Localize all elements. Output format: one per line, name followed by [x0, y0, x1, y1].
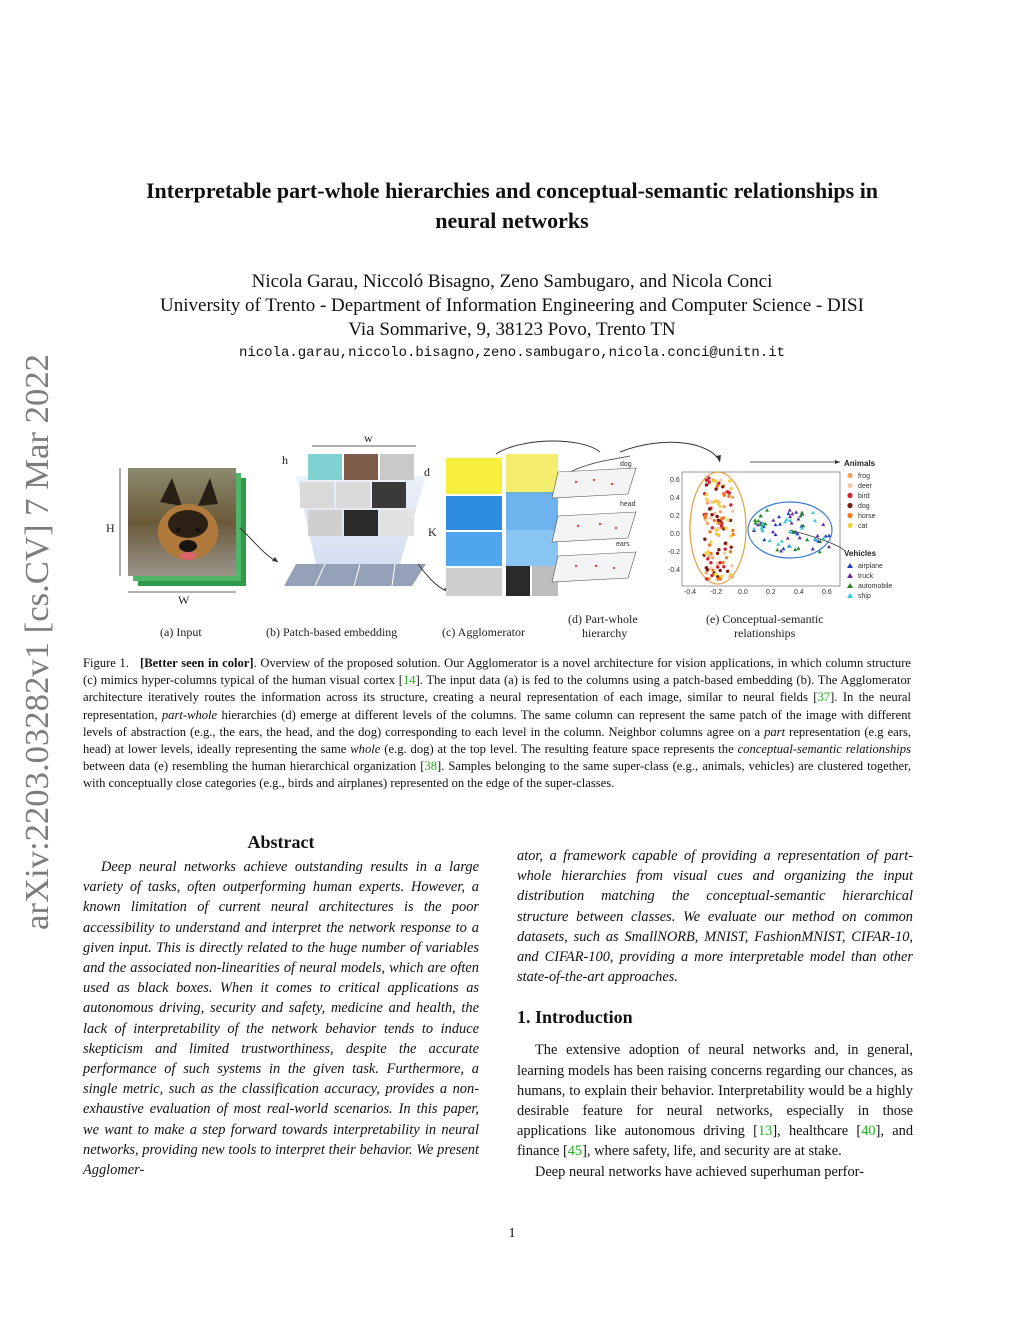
affiliation: University of Trento - Department of Information Engineering and Computer Science - DISI — [160, 295, 864, 316]
dim-label-h: h — [282, 453, 288, 467]
dim-label-d: d — [424, 465, 430, 479]
sublabel-b: (b) Patch-based embedding — [266, 625, 398, 639]
sublabel-d-line1: (d) Part-whole — [568, 612, 638, 626]
legend-marker — [847, 573, 853, 578]
legend-marker — [847, 493, 852, 498]
intro-paragraph-1 — [517, 1040, 913, 1161]
scatter-point-dog — [729, 545, 732, 548]
legend-label-bird: bird — [858, 493, 870, 500]
scatter-point-cat — [705, 493, 708, 496]
legend-animals-title: Animals — [844, 459, 876, 468]
title-line-1: Interpretable part-whole hierarchies and conceptual-semantic relationships in — [145, 178, 879, 203]
address: Via Sommarive, 9, 38123 Povo, Trento TN — [348, 319, 676, 340]
intro-text: ], where safety, life, and security are at stake. — [582, 1143, 842, 1160]
page-number: 1 — [508, 1226, 516, 1241]
scatter-point-horse — [731, 529, 734, 532]
caption-text: . Overview of the proposed solution. Our Agglomerator is a novel architecture for vision applications, in which column structure (c) mimics hyper-columns typical of the human visual cortex [ — [83, 656, 911, 688]
legend-marker — [847, 523, 852, 528]
scatter-point-dog — [710, 513, 713, 516]
input-image-panel — [106, 468, 246, 607]
dim-label-K: K — [428, 525, 437, 539]
legend-label-frog: frog — [858, 473, 871, 480]
sublabel-c: (c) Agglomerator — [442, 625, 525, 639]
scatter-point-bird — [707, 476, 710, 479]
scatter-point-cat — [728, 479, 731, 482]
caption-italic: part-whole — [161, 707, 218, 722]
scatter-point-horse — [711, 569, 714, 572]
scatter-point-bird — [724, 547, 727, 550]
citation-link[interactable]: 40 — [861, 1123, 876, 1140]
part-label-ears: ears — [616, 541, 630, 548]
scatter-point-dog — [703, 538, 706, 541]
scatter-point-cat — [724, 526, 727, 529]
scatter-point-bird — [718, 561, 721, 564]
tick-y-1: 0.4 — [670, 495, 680, 502]
citation-link[interactable]: 37 — [817, 690, 831, 705]
right-column — [517, 846, 913, 1182]
legend-marker — [847, 563, 853, 568]
arxiv-stamp-text: arXiv:2203.03282v1 [cs.CV] 7 Mar 2022 — [19, 365, 56, 930]
scatter-point-horse — [703, 516, 706, 519]
tick-y-3: 0.0 — [670, 531, 680, 538]
scatter-point-frog — [719, 510, 722, 513]
scatter-point-frog — [722, 505, 725, 508]
scatter-point-deer — [730, 564, 733, 567]
scatter-point-cat — [705, 498, 708, 501]
scatter-point-horse — [729, 550, 732, 553]
scatter-point-dog — [708, 507, 711, 510]
scatter-point-cat — [729, 487, 732, 490]
tick-x-2: 0.0 — [738, 589, 748, 596]
patch-embedding-panel — [282, 432, 430, 586]
scatter-point-bird — [716, 565, 719, 568]
scatter-legend — [844, 459, 892, 600]
intro-paragraph-2: Deep neural networks have achieved superhuman perfor- — [535, 1163, 864, 1180]
abstract-text: Deep neural networks achieve outstanding results in a large variety of tasks, often outperforming human experts. However, a known limitation of current neural architectures is the poor accessibility to understand and interpret the network response to a given input. This is directly related to the huge number of variables and the associated non-linearities of neural models, which are often used as black boxes. When it comes to critical applications as autonomous driving, security and safety, medicine and health, the lack of interpretability of the network behavior tends to induce skepticism and limited trustworthiness, despite the accurate performance of such systems in the given task. Furthermore, a single metric, such as the classification accuracy, provides a non-exhaustive evaluation of most real-world scenarios. In this paper, we want to make a step forward towards interpretability in neural networks, providing new tools to interpret their behavior. We present Agglomer- — [83, 859, 479, 1179]
arxiv-stamp — [4, 352, 60, 930]
tick-y-5: -0.4 — [668, 567, 681, 574]
abstract-continuation: ator, a framework capable of providing a representation of part-whole hierarchies from visual cues and organizing the input distribution matching the conceptual-semantic hierarchical structure between classes. We evaluate our method on common datasets, such as SmallNORB, MNIST, FashionMNIST, CIFAR-10, and CIFAR-100, providing a more interpretable model than other state-of-the-art approaches. — [517, 848, 913, 986]
legend-label-automobile: automobile — [858, 583, 893, 590]
introduction-heading: 1. Introduction — [517, 1007, 633, 1028]
scatter-point-cat — [729, 573, 732, 576]
scatter-point-dog — [705, 483, 708, 486]
scatter-point-cat — [716, 533, 719, 536]
legend-label-horse: horse — [858, 513, 876, 520]
scatter-point-horse — [727, 494, 730, 497]
author-emails: nicola.garau,niccolo.bisagno,zeno.sambugaro,nicola.conci@unitn.it — [238, 345, 786, 361]
scatter-point-bird — [710, 574, 713, 577]
scatter-point-bird — [705, 577, 708, 580]
sublabel-a: (a) Input — [160, 625, 202, 639]
scatter-point-horse — [709, 552, 712, 555]
caption-italic: part — [764, 724, 786, 739]
sublabel-d-line2: hierarchy — [582, 626, 628, 640]
tick-x-4: 0.4 — [794, 589, 804, 596]
scatter-point-cat — [714, 480, 717, 483]
scatter-point-cat — [714, 573, 717, 576]
legend-marker — [847, 513, 852, 518]
legend-marker — [847, 503, 852, 508]
scatter-point-frog — [731, 496, 734, 499]
legend-marker — [847, 483, 852, 488]
scatter-point-dog — [716, 552, 719, 555]
scatter-point-deer — [723, 551, 726, 554]
scatter-point-deer — [719, 479, 722, 482]
part-label-dog: dog — [620, 461, 632, 468]
scatter-point-horse — [708, 530, 711, 533]
figure-caption — [83, 655, 911, 793]
tick-x-3: 0.2 — [766, 589, 776, 596]
dim-label-W: W — [178, 593, 190, 607]
part-label-head: head — [620, 501, 636, 508]
author-block — [70, 270, 954, 342]
scatter-point-cat — [713, 500, 716, 503]
abstract-heading: Abstract — [247, 832, 315, 852]
scatter-point-horse — [720, 517, 723, 520]
scatter-point-bird — [709, 561, 712, 564]
sublabel-e-line2: relationships — [734, 626, 796, 640]
dim-label-H: H — [106, 521, 115, 535]
scatter-point-horse — [725, 556, 728, 559]
scatter-point-horse — [721, 561, 724, 564]
scatter-point-horse — [713, 519, 716, 522]
legend-marker — [847, 473, 852, 478]
citation-link[interactable]: 14 — [402, 673, 416, 688]
dim-label-w: w — [364, 432, 373, 445]
caption-bold: [Better seen in color] — [140, 656, 254, 670]
scatter-point-horse — [716, 577, 719, 580]
figure-sublabels — [160, 612, 824, 640]
scatter-point-bird — [711, 526, 714, 529]
scatter-point-dog — [717, 548, 720, 551]
legend-vehicles — [847, 563, 892, 600]
scatter-point-cat — [718, 505, 721, 508]
scatter-point-deer — [731, 509, 734, 512]
legend-marker — [847, 583, 853, 588]
scatter-point-dog — [715, 515, 718, 518]
scatter-point-cat — [717, 502, 720, 505]
scatter-point-cat — [714, 528, 717, 531]
part-whole-hierarchy — [552, 461, 636, 582]
legend-label-ship: ship — [858, 593, 871, 600]
scatter-point-cat — [726, 518, 729, 521]
agglomerator-columns — [428, 454, 558, 596]
scatter-point-dog — [721, 485, 724, 488]
scatter-point-bird — [706, 557, 709, 560]
caption-text: (e.g. dog) at the top level. The resulting feature space represents the — [380, 742, 738, 757]
scatter-point-bird — [729, 503, 732, 506]
tick-y-4: -0.2 — [668, 549, 681, 556]
scatter-point-horse — [723, 493, 726, 496]
legend-label-airplane: airplane — [858, 563, 883, 570]
caption-italic: whole — [350, 742, 381, 757]
citation-link[interactable]: 38 — [424, 759, 437, 774]
scatter-point-frog — [706, 522, 709, 525]
scatter-point-cat — [709, 540, 712, 543]
intro-text: ], healthcare [ — [772, 1123, 862, 1140]
legend-vehicles-title: Vehicles — [844, 549, 877, 558]
tick-y-2: 0.2 — [670, 513, 680, 520]
caption-text: ]. The input data (a) is fed to the columns using a patch-based embedding (b). The Agglomerator architecture iteratively routes the information across its structure, creating a neural representation of each image, similar to neural fields [ — [83, 673, 912, 705]
left-column — [83, 832, 479, 1180]
caption-text: between data (e) resembling the human hierarchical organization [ — [83, 759, 425, 774]
caption-text: hierarchies (d) emerge at different levels of the columns. The same column can represent the same patch of the image with different levels of abstraction (e.g., the ears, the head, and the dog) corresponding to each level in the column. Neighbor columns agree on a — [83, 707, 911, 739]
sublabel-e-line1: (e) Conceptual-semantic — [706, 612, 824, 626]
scatter-point-cat — [706, 550, 709, 553]
scatter-point-horse — [708, 543, 711, 546]
legend-label-truck: truck — [858, 573, 874, 580]
legend-marker — [847, 593, 853, 598]
caption-italic: conceptual-semantic relationships — [737, 742, 912, 757]
scatter-point-dog — [714, 487, 717, 490]
legend-animals — [847, 473, 875, 530]
tick-x-1: -0.2 — [710, 589, 723, 596]
caption-text: ]. Samples belonging to the same super-class (e.g., animals, vehicles) are clustered together, with conceptually close categories (e.g., birds and airplanes) represented on the edge of the super-classes. — [83, 759, 911, 791]
paper-title — [70, 176, 954, 236]
authors: Nicola Garau, Niccoló Bisagno, Zeno Sambugaro, and Nicola Conci — [251, 271, 773, 292]
legend-label-deer: deer — [858, 483, 873, 490]
scatter-point-dog — [726, 570, 729, 573]
scatter-point-bird — [720, 524, 723, 527]
scatter-point-dog — [724, 541, 727, 544]
scatter-point-cat — [720, 575, 723, 578]
legend-label-cat: cat — [858, 523, 868, 530]
scatter-point-deer — [709, 516, 712, 519]
scatter-point-horse — [717, 522, 720, 525]
citation-link[interactable]: 13 — [757, 1123, 773, 1140]
tick-x-5: 0.6 — [822, 589, 832, 596]
legend-label-dog: dog — [858, 503, 870, 510]
title-line-2: neural networks — [435, 208, 589, 233]
figure-1 — [100, 432, 924, 642]
citation-link[interactable]: 45 — [567, 1143, 583, 1160]
scatter-point-dog — [718, 569, 721, 572]
scatter-point-horse — [716, 484, 719, 487]
scatter-point-deer — [715, 562, 718, 565]
scatter-plot — [668, 460, 844, 596]
caption-text: representation (e.g ears, head) at lower levels, ideally representing the same — [83, 724, 911, 757]
scatter-point-cat — [729, 534, 732, 537]
intro-text: ], and finance [ — [517, 1123, 914, 1160]
tick-x-0: -0.4 — [684, 589, 697, 596]
scatter-point-bird — [726, 490, 729, 493]
caption-label: Figure 1. — [83, 656, 129, 670]
tick-y-0: 0.6 — [670, 477, 680, 484]
scatter-point-bird — [722, 565, 725, 568]
scatter-point-dog — [706, 568, 709, 571]
caption-text: ]. In the neural representation, — [83, 690, 912, 722]
intro-text: The extensive adoption of neural networks and, in general, learning models has been raising concerns regarding our chances, as humans, to explain their behavior. Interpretability would be a highly desirable feature for neural networks, especially in those applications like autonomous driving [ — [517, 1042, 913, 1140]
